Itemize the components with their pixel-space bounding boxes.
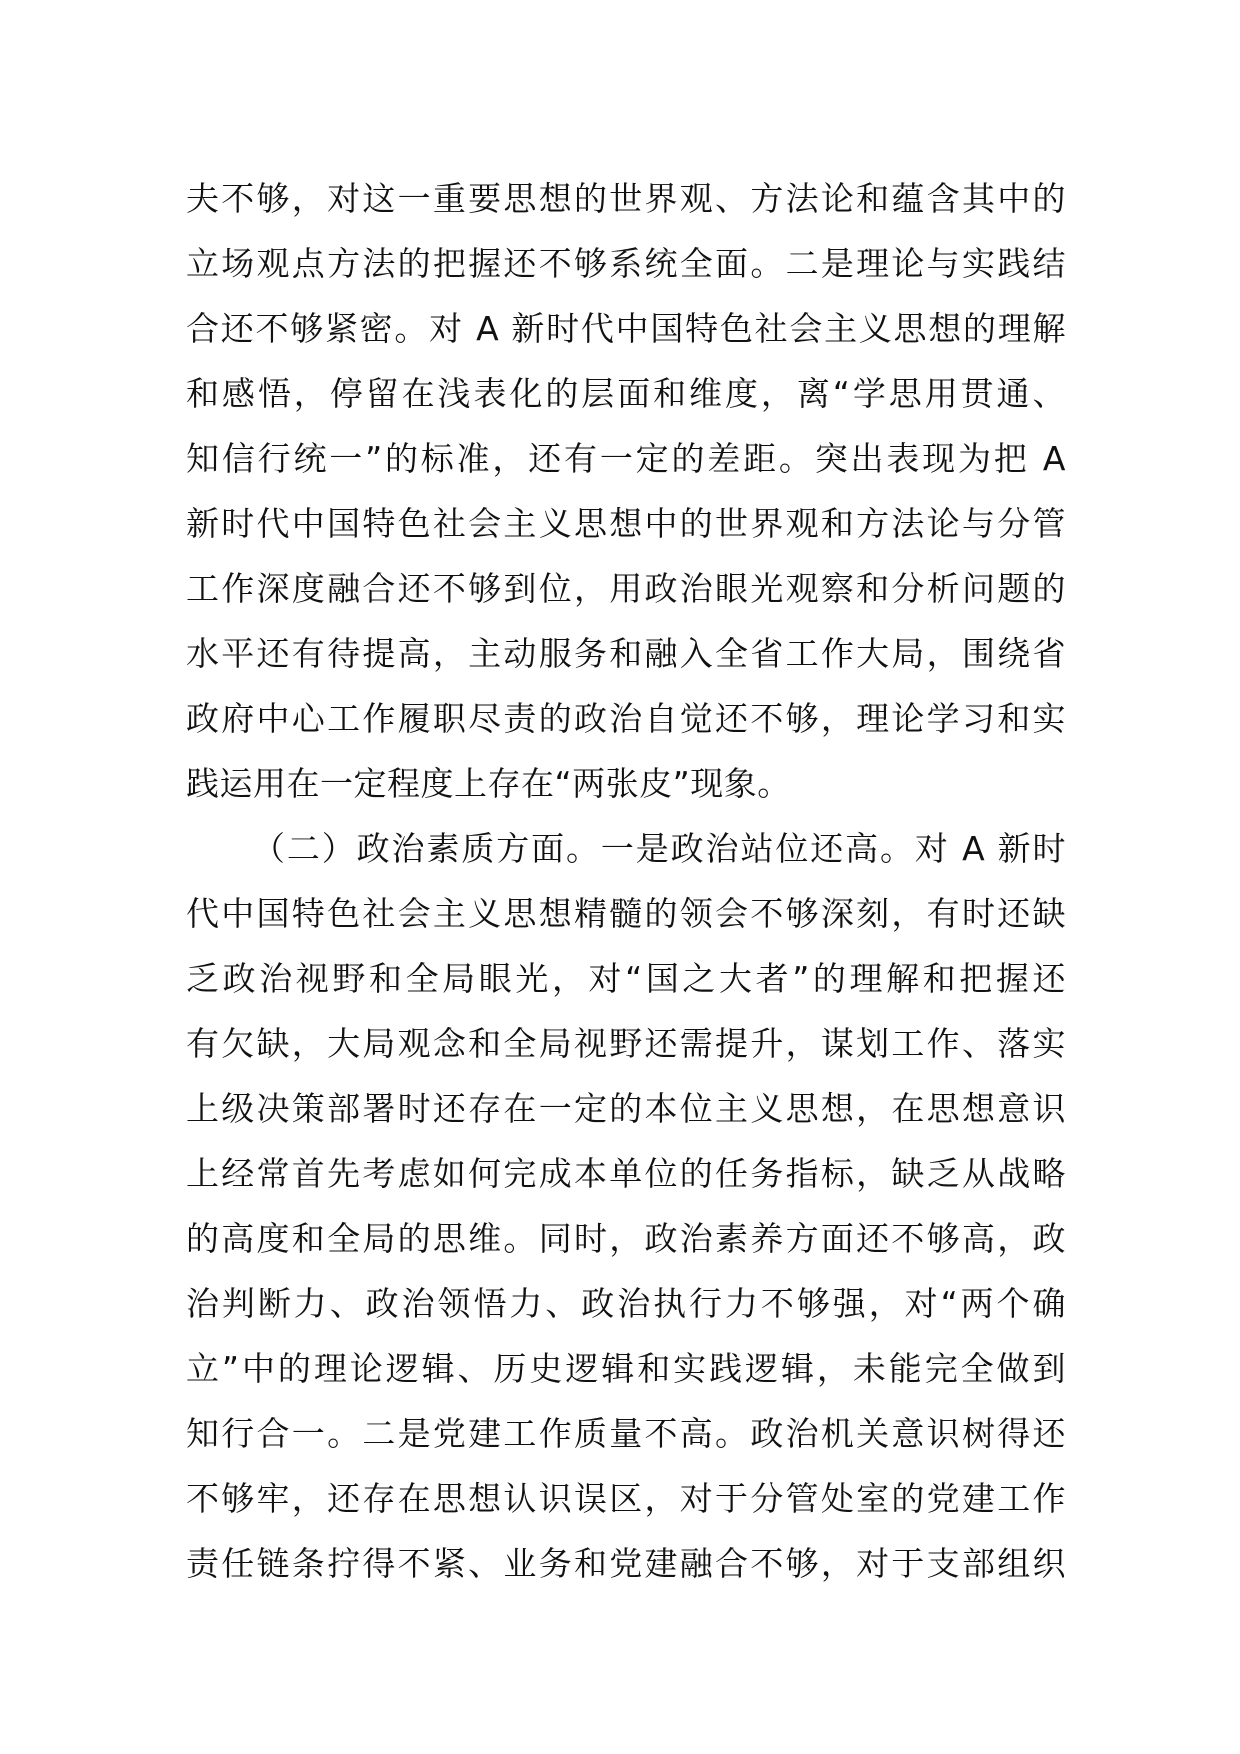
text-line: 工作深度融合还不够到位，用政治眼光观察和分析问题的 [186, 569, 1066, 608]
section-heading-line: （二）政治素质方面。一是政治站位还高。对 A 新时 [252, 829, 1066, 868]
text-line: 水平还有待提高，主动服务和融入全省工作大局，围绕省 [186, 634, 1066, 673]
text-line: 知信行统一”的标准，还有一定的差距。突出表现为把 A [186, 439, 1066, 478]
text-line: 新时代中国特色社会主义思想中的世界观和方法论与分管 [186, 504, 1066, 543]
text-line: 上级决策部署时还存在一定的本位主义思想，在思想意识 [186, 1089, 1066, 1128]
text-line: 立场观点方法的把握还不够系统全面。二是理论与实践结 [186, 244, 1066, 283]
text-line: 夫不够，对这一重要思想的世界观、方法论和蕴含其中的 [186, 179, 1066, 218]
text-line: 立”中的理论逻辑、历史逻辑和实践逻辑，未能完全做到 [186, 1349, 1066, 1388]
text-line: 和感悟，停留在浅表化的层面和维度，离“学思用贯通、 [186, 374, 1066, 413]
text-line: 政府中心工作履职尽责的政治自觉还不够，理论学习和实 [186, 699, 1066, 738]
text-line: 上经常首先考虑如何完成本单位的任务指标，缺乏从战略 [186, 1154, 1066, 1193]
text-line: 的高度和全局的思维。同时，政治素养方面还不够高，政 [186, 1219, 1066, 1258]
text-line: 知行合一。二是党建工作质量不高。政治机关意识树得还 [186, 1414, 1066, 1453]
text-line: 合还不够紧密。对 A 新时代中国特色社会主义思想的理解 [186, 309, 1066, 348]
body-text [186, 166, 1066, 1596]
text-line: 代中国特色社会主义思想精髓的领会不够深刻，有时还缺 [186, 894, 1066, 933]
text-line: 乏政治视野和全局眼光，对“国之大者”的理解和把握还 [186, 959, 1066, 998]
paragraph-end-line: 践运用在一定程度上存在“两张皮”现象。 [186, 764, 791, 803]
text-line: 有欠缺，大局观念和全局视野还需提升，谋划工作、落实 [186, 1024, 1066, 1063]
text-line: 治判断力、政治领悟力、政治执行力不够强，对“两个确 [186, 1284, 1066, 1323]
text-line: 不够牢，还存在思想认识误区，对于分管处室的党建工作 [186, 1479, 1066, 1518]
text-line: 责任链条拧得不紧、业务和党建融合不够，对于支部组织 [186, 1544, 1066, 1583]
